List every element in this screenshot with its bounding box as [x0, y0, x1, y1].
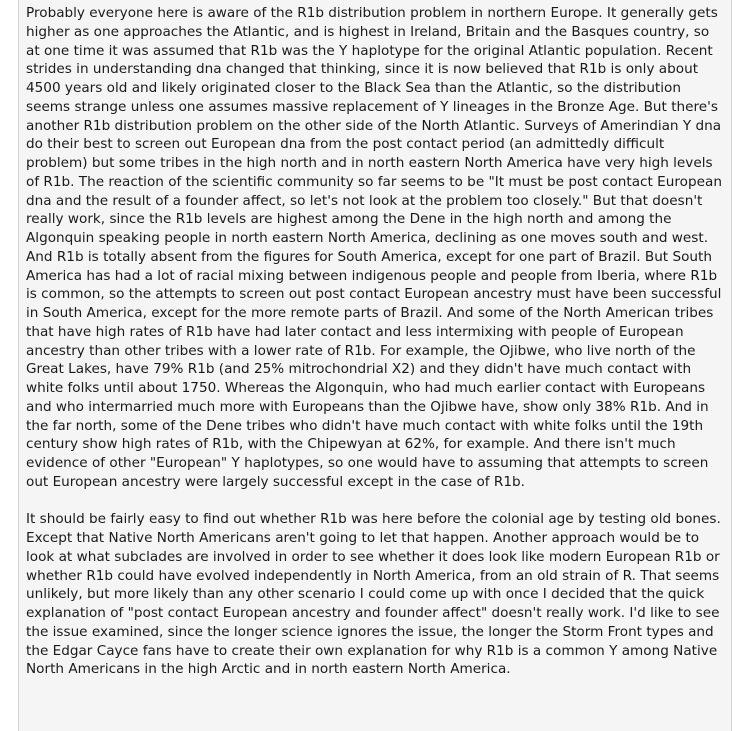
post-content-box	[18, 0, 732, 731]
post-paragraph-1: Probably everyone here is aware of the R1b distribution problem in northern Europe. It generally gets higher as one approaches the Atlantic, and is highest in Ireland, Britain and the Basques country, so at one time it was assumed that R1b was the Y haplotype for the original Atlantic population. Recent strides in understanding dna changed that thinking, since it is now believed that R1b is only about 4500 years old and likely originated closer to the Black Sea than the Atlantic, so the distribution seems strange unless one assumes massive replacement of Y lineages in the Bronze Age. But there's another R1b distribution problem on the other side of the North Atlantic. Surveys of Amerindian Y dna do their best to screen out European dna from the post contact period (an admittedly difficult problem) but some tribes in the high north and in north eastern North America have very high levels of R1b. The reaction of the scientific community so far seems to be "It must be post contact European dna and the result of a founder affect, so let's not look at the problem too closely." But that doesn't really work, since the R1b levels are highest among the Dene in the high north and among the Algonquin speaking people in north eastern North America, declining as one moves south and west. And R1b is totally absent from the figures for South America, except for one part of Brazil. But South America has had a lot of racial mixing between indigenous people and people from Iberia, where R1b is common, so the attempts to screen out post contact European ancestry must have been successful in South America, except for the more remote parts of Brazil. And some of the North American tribes that have high rates of R1b have had later contact and less intermixing with people of European ancestry than other tribes with a lower rate of R1b. For example, the Ojibwe, who live north of the Great Lakes, have 79% R1b (and 25% mitrochondrial X2) and they didn't have much contact with white folks until about 1750. Whereas the Algonquin, who had much earlier contact with Europeans and who intermarried much more with Europeans than the Ojibwe have, show only 38% R1b. And in the far north, some of the Dene tribes who didn't have much contact with white folks until the 19th century show high rates of R1b, with the Chipewyan at 62%, for example. And there isn't much evidence of other "European" Y haplotypes, so one would have to assuming that attempts to screen out European ancestry were largely successful except in the case of R1b.	[26, 5, 722, 490]
post-paragraph-2: It should be fairly easy to find out whether R1b was here before the colonial age by testing old bones. Except that Native North Americans aren't going to let that happen. Another approach would be to look at what subclades are involved in order to see whether it does look like modern European R1b or whether R1b could have evolved independently in North America, from an old strain of R. That seems unlikely, but more likely than any other scenario I could come up with once I decided that the quick explanation of "post contact European ancestry and founder affect" doesn't really work. I'd like to see the issue examined, since the longer science ignores the issue, the longer the Storm Front types and the Edgar Cayce fans have to create their own explanation for why R1b is a common Y among Native North Americans in the high Arctic and in north eastern North America.	[26, 511, 721, 678]
